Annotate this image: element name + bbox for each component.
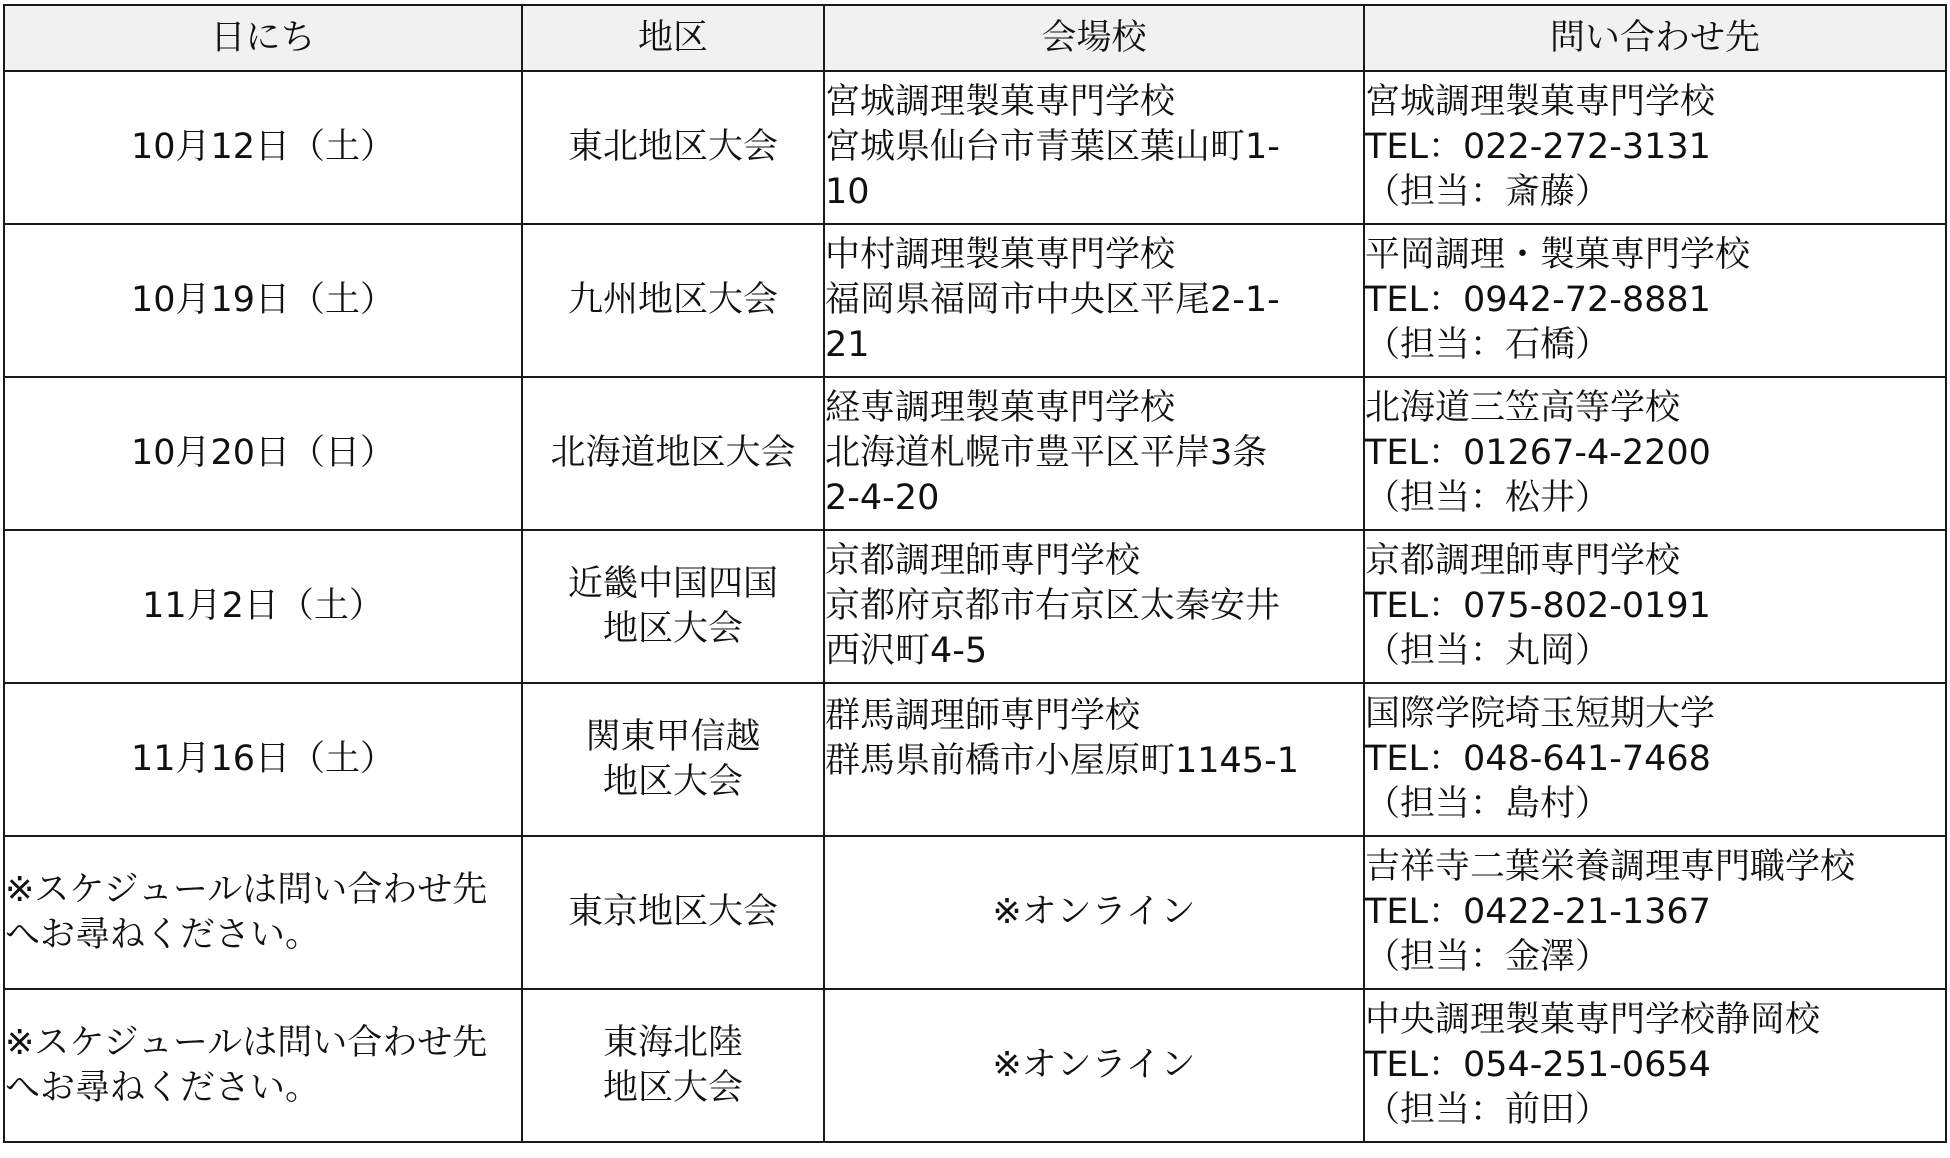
contact-person: （担当：石橋）	[1365, 325, 1611, 365]
contact-person: （担当：島村）	[1365, 784, 1611, 824]
header-area: 地区	[522, 5, 824, 71]
header-venue: 会場校	[824, 5, 1364, 71]
venue-address: 京都府京都市右京区太秦安井	[825, 586, 1281, 626]
contact-cell	[1364, 836, 1946, 989]
contact-cell	[1364, 377, 1946, 530]
area-line: 東海北陸	[602, 1022, 743, 1063]
contact-school: 吉祥寺二葉栄養調理専門職学校	[1365, 847, 1856, 887]
area-line: 関東甲信越	[585, 716, 761, 757]
contact-person: （担当：金澤）	[1365, 937, 1611, 977]
venue-cell	[824, 530, 1364, 683]
contact-school: 国際学院埼玉短期大学	[1365, 694, 1716, 734]
date-cell: 10月12日（土）	[4, 71, 522, 224]
schedule-table	[3, 4, 1947, 1143]
table-header-row	[4, 5, 1946, 71]
area-cell	[522, 683, 824, 836]
venue-school: 京都調理師専門学校	[825, 541, 1141, 581]
contact-tel: TEL：0942-72-8881	[1365, 280, 1711, 320]
contact-tel: TEL：01267-4-2200	[1365, 433, 1711, 473]
venue-address-cont: 2-4-20	[825, 478, 940, 518]
venue-online: ※オンライン	[992, 1045, 1196, 1085]
area-line: 地区大会	[602, 1067, 743, 1108]
table-row	[4, 683, 1946, 836]
contact-tel: TEL：075-802-0191	[1365, 586, 1711, 626]
venue-school: 経専調理製菓専門学校	[825, 388, 1176, 428]
area-cell	[522, 836, 824, 989]
contact-person: （担当：松井）	[1365, 478, 1611, 518]
table-row	[4, 71, 1946, 224]
area-line: 近畿中国四国	[567, 563, 778, 604]
table-row	[4, 224, 1946, 377]
contact-school: 平岡調理・製菓専門学校	[1365, 235, 1751, 275]
table-row	[4, 530, 1946, 683]
venue-cell	[824, 683, 1364, 836]
contact-school: 宮城調理製菓専門学校	[1365, 82, 1716, 122]
venue-school: 中村調理製菓専門学校	[825, 235, 1176, 275]
contact-tel: TEL：0422-21-1367	[1365, 892, 1711, 932]
contact-person: （担当：斎藤）	[1365, 172, 1611, 212]
area-line: 東京地区大会	[567, 892, 778, 932]
date-cell: 10月19日（土）	[4, 224, 522, 377]
date-cell: 11月16日（土）	[4, 683, 522, 836]
contact-cell	[1364, 71, 1946, 224]
venue-cell	[824, 71, 1364, 224]
area-line: 北海道地区大会	[550, 433, 796, 473]
venue-cell	[824, 836, 1364, 989]
table-row	[4, 836, 1946, 989]
header-contact: 問い合わせ先	[1364, 5, 1946, 71]
date-cell: 11月2日（土）	[4, 530, 522, 683]
venue-online: ※オンライン	[992, 892, 1196, 932]
venue-address: 福岡県福岡市中央区平尾2-1-	[825, 280, 1280, 320]
contact-school: 京都調理師専門学校	[1365, 541, 1681, 581]
contact-tel: TEL：022-272-3131	[1365, 127, 1711, 167]
date-note-cell	[4, 836, 522, 989]
contact-school: 北海道三笠高等学校	[1365, 388, 1681, 428]
venue-address-cont: 21	[825, 325, 870, 365]
contact-school: 中央調理製菓専門学校静岡校	[1365, 1000, 1821, 1040]
area-cell	[522, 530, 824, 683]
area-cell	[522, 224, 824, 377]
schedule-note: ※スケジュールは問い合わせ先へお尋ねください。	[5, 869, 488, 955]
venue-address-cont: 西沢町4-5	[825, 631, 988, 671]
date-note-cell	[4, 989, 522, 1142]
table-row	[4, 377, 1946, 530]
area-cell	[522, 377, 824, 530]
venue-address: 宮城県仙台市青葉区葉山町1-	[825, 127, 1280, 167]
venue-address: 北海道札幌市豊平区平岸3条	[825, 433, 1268, 473]
area-line: 地区大会	[602, 761, 743, 802]
contact-cell	[1364, 683, 1946, 836]
contact-cell	[1364, 530, 1946, 683]
venue-address-cont: 10	[825, 172, 870, 212]
schedule-note: ※スケジュールは問い合わせ先へお尋ねください。	[5, 1022, 488, 1108]
date-cell: 10月20日（日）	[4, 377, 522, 530]
contact-person: （担当：丸岡）	[1365, 631, 1611, 671]
contact-person: （担当：前田）	[1365, 1090, 1611, 1130]
venue-cell	[824, 989, 1364, 1142]
area-line: 東北地区大会	[567, 127, 778, 167]
contact-tel: TEL：048-641-7468	[1365, 739, 1711, 779]
venue-cell	[824, 377, 1364, 530]
header-date: 日にち	[4, 5, 522, 71]
area-line: 地区大会	[602, 608, 743, 649]
venue-cell	[824, 224, 1364, 377]
venue-address: 群馬県前橋市小屋原町1145-1	[825, 741, 1299, 781]
contact-tel: TEL：054-251-0654	[1365, 1045, 1711, 1085]
contact-cell	[1364, 989, 1946, 1142]
venue-school: 群馬調理師専門学校	[825, 696, 1141, 736]
contact-cell	[1364, 224, 1946, 377]
table-row	[4, 989, 1946, 1142]
area-cell	[522, 989, 824, 1142]
venue-school: 宮城調理製菓専門学校	[825, 82, 1176, 122]
area-cell	[522, 71, 824, 224]
area-line: 九州地区大会	[567, 280, 778, 320]
